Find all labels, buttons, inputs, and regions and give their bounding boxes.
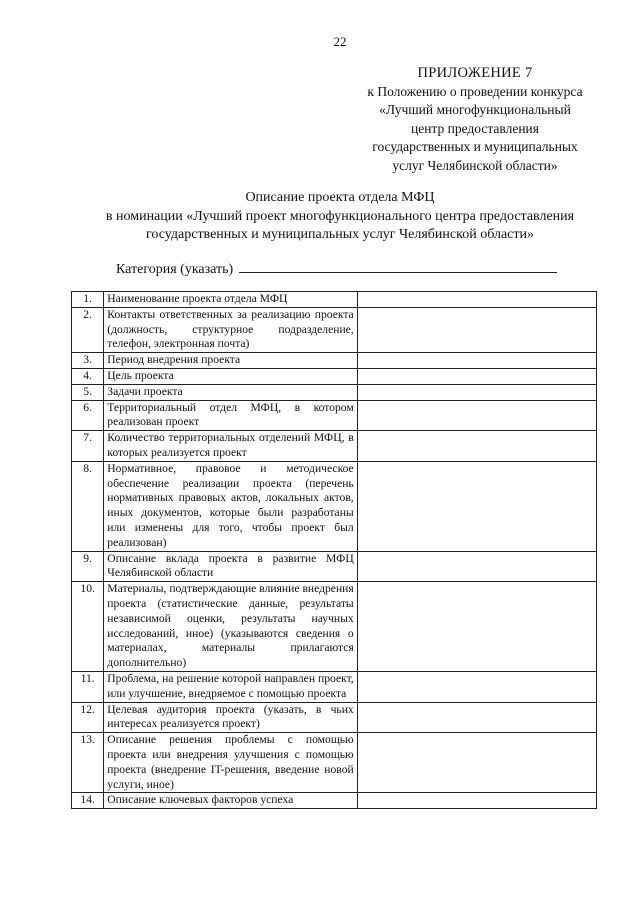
row-value-cell: [357, 733, 596, 793]
title-line: государственных и муниципальных услуг Челябинской области»: [146, 227, 534, 242]
category-label: Категория (указать): [116, 262, 234, 277]
row-value-cell: [357, 671, 596, 702]
row-value-cell: [357, 431, 596, 462]
row-number: 13.: [72, 733, 104, 793]
row-item-text: Описание решения проблемы с помощью проекта или внедрения улучшения с помощью проекта (внедрение IT-решения, введение новой услуги, иное): [104, 733, 357, 793]
document-title: [60, 189, 620, 245]
appendix-heading: ПРИЛОЖЕНИЕ 7: [417, 65, 533, 81]
row-number: 9.: [72, 551, 104, 582]
row-value-cell: [357, 461, 596, 551]
table-row: [72, 384, 597, 400]
appendix-line: услуг Челябинской области»: [392, 157, 558, 173]
row-number: 8.: [72, 461, 104, 551]
row-item-text: Целевая аудитория проекта (указать, в чьих интересах реализуется проект): [104, 702, 357, 733]
row-value-cell: [357, 582, 596, 672]
row-item-text: Период внедрения проекта: [104, 353, 357, 369]
table-row: [72, 702, 597, 733]
row-number: 4.: [72, 368, 104, 384]
row-number: 5.: [72, 384, 104, 400]
table-row: [72, 551, 597, 582]
row-item-text: Контакты ответственных за реализацию проекта (должность, структурное подразделение, телефон, электронная почта): [104, 307, 357, 352]
table-row: [72, 793, 597, 809]
row-number: 3.: [72, 353, 104, 369]
table-row: [72, 353, 597, 369]
row-number: 7.: [72, 431, 104, 462]
row-number: 11.: [72, 671, 104, 702]
row-value-cell: [357, 793, 596, 809]
table-row: [72, 431, 597, 462]
row-item-text: Нормативное, правовое и методическое обеспечение реализации проекта (перечень нормативных правовых актов, локальных актов, иных документов, которые были разработаны или изменены для того, чтобы проект был реализован): [104, 461, 357, 551]
row-value-cell: [357, 384, 596, 400]
page-number: 22: [333, 34, 347, 49]
table-row: [72, 400, 597, 431]
row-value-cell: [357, 551, 596, 582]
table-row: [72, 582, 597, 672]
table-row: [72, 368, 597, 384]
row-item-text: Территориальный отдел МФЦ, в котором реализован проект: [104, 400, 357, 431]
appendix-line: государственных и муниципальных: [372, 139, 578, 154]
row-number: 14.: [72, 793, 104, 809]
row-value-cell: [357, 400, 596, 431]
row-value-cell: [357, 368, 596, 384]
table-row: [72, 292, 597, 308]
row-value-cell: [357, 353, 596, 369]
appendix-block: [340, 64, 610, 175]
appendix-line: центр предоставления: [410, 120, 539, 136]
row-number: 10.: [72, 582, 104, 672]
row-item-text: Задачи проекта: [104, 384, 357, 400]
row-value-cell: [357, 307, 596, 352]
table-body: [72, 292, 597, 809]
table-row: [72, 671, 597, 702]
row-item-text: Проблема, на решение которой направлен проект, или улучшение, внедряемое с помощью проекта: [104, 671, 357, 702]
row-number: 6.: [72, 400, 104, 431]
category-field: [116, 258, 557, 278]
row-item-text: Описание вклада проекта в развитие МФЦ Челябинской области: [104, 551, 357, 582]
row-value-cell: [357, 292, 596, 308]
appendix-line: «Лучший многофункциональный: [379, 102, 571, 117]
table-row: [72, 733, 597, 793]
title-line: Описание проекта отдела МФЦ: [245, 190, 435, 205]
table-row: [72, 461, 597, 551]
row-item-text: Материалы, подтверждающие влияние внедрения проекта (статистические данные, результаты независимой оценки, результаты научных исследований, иное) (указываются сведения о материалах, материалы прилагаются дополнительно): [104, 582, 357, 672]
project-description-table: [71, 291, 597, 809]
row-item-text: Цель проекта: [104, 368, 357, 384]
title-line: в номинации «Лучший проект многофункционального центра предоставления: [105, 208, 575, 224]
row-item-text: Описание ключевых факторов успеха: [104, 793, 357, 809]
row-item-text: Наименование проекта отдела МФЦ: [104, 292, 357, 308]
row-number: 2.: [72, 307, 104, 352]
row-item-text: Количество территориальных отделений МФЦ, в которых реализуется проект: [104, 431, 357, 462]
row-number: 1.: [72, 292, 104, 308]
category-blank-line: [239, 258, 557, 273]
table-row: [72, 307, 597, 352]
appendix-line: к Положению о проведении конкурса: [367, 83, 583, 99]
row-value-cell: [357, 702, 596, 733]
row-number: 12.: [72, 702, 104, 733]
